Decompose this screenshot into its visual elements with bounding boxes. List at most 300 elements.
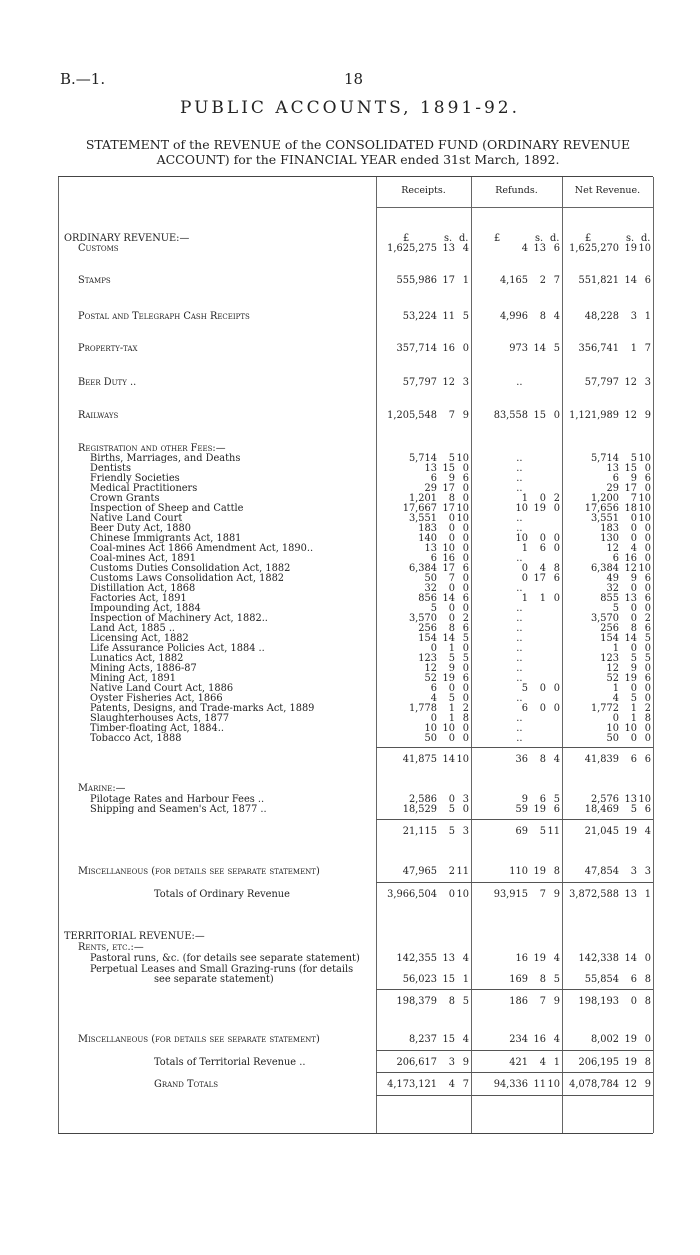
nil-marker: .. (516, 613, 523, 624)
shillings-value: 0 (539, 493, 546, 504)
shillings-value: 0 (630, 583, 637, 594)
currency-symbol: £ (494, 233, 501, 244)
pounds-value: 18,529 (402, 804, 437, 815)
pounds-value: 1,201 (408, 493, 437, 504)
row-label: Rents, etc.:— (78, 942, 144, 953)
pence-value: 0 (644, 663, 651, 674)
pence-value: 0 (644, 533, 651, 544)
pence-value: 10 (456, 513, 469, 524)
pence-value: 4 (644, 826, 651, 837)
row-label: Life Assurance Policies Act, 1884 .. (90, 643, 265, 654)
shillings-value: 14 (624, 633, 637, 644)
shillings-value: 0 (630, 513, 637, 524)
shillings-value: 0 (630, 603, 637, 614)
pounds-value: 48,228 (584, 311, 619, 322)
shillings-value: 0 (630, 523, 637, 534)
currency-symbol: £ (585, 233, 592, 244)
shillings-value: 6 (630, 754, 637, 765)
pounds-value: 59 (515, 804, 528, 815)
shillings-value: 15 (442, 974, 455, 985)
amount-receipts (376, 804, 471, 815)
pounds-value: 1 (521, 543, 528, 554)
pounds-value: 183 (418, 523, 437, 534)
shillings-value: 19 (624, 1034, 637, 1045)
pounds-value: 256 (418, 623, 437, 634)
shillings-value: 7 (630, 493, 637, 504)
pence-value: 8 (462, 713, 469, 724)
row-label: TERRITORIAL REVENUE:— (64, 931, 205, 942)
pence-value: 0 (644, 553, 651, 564)
pounds-value: 4,078,784 (569, 1079, 619, 1090)
pence-value: 0 (644, 683, 651, 694)
pounds-value: 1,778 (408, 703, 437, 714)
pence-value: 5 (462, 996, 469, 1007)
pounds-value: 140 (418, 533, 437, 544)
pounds-value: 4,996 (499, 311, 528, 322)
pence-value: 3 (462, 794, 469, 805)
pounds-value: 13 (424, 463, 437, 474)
shillings-value: 14 (442, 754, 455, 765)
pounds-value: 13 (424, 543, 437, 554)
pence-value: 3 (462, 826, 469, 837)
row-label: Mining Act, 1891 (90, 673, 176, 684)
pence-value: 10 (638, 563, 651, 574)
subtotal-rule (376, 819, 653, 820)
shillings-value: 19 (533, 503, 546, 514)
pounds-value: 110 (509, 866, 528, 877)
pounds-value: 6,384 (590, 563, 619, 574)
row-label: Friendly Societies (90, 473, 180, 484)
shillings-value: 5 (448, 453, 455, 464)
subtotal-rule (376, 747, 653, 748)
shillings-value: 0 (448, 733, 455, 744)
pounds-value: 12 (606, 663, 619, 674)
pounds-value: 183 (600, 523, 619, 534)
nil-marker: .. (516, 583, 523, 594)
pounds-value: 10 (424, 723, 437, 734)
pounds-value: 53,224 (402, 311, 437, 322)
pence-value: 3 (644, 866, 651, 877)
table-row (58, 953, 653, 964)
shillings-value: 16 (442, 343, 455, 354)
row-label: Land Act, 1885 .. (90, 623, 176, 634)
pounds-value: 21,045 (584, 826, 619, 837)
pounds-value: 94,336 (493, 1079, 528, 1090)
pence-value: 0 (553, 503, 560, 514)
total-rule (376, 1095, 653, 1096)
pence-value: 0 (462, 804, 469, 815)
pence-value: 0 (462, 523, 469, 534)
currency-symbol: s. (535, 233, 544, 244)
shillings-value: 12 (624, 377, 637, 388)
pence-value: 0 (462, 693, 469, 704)
shillings-value: 13 (624, 593, 637, 604)
nil-marker: .. (516, 553, 523, 564)
table-row (58, 410, 653, 421)
shillings-value: 8 (448, 493, 455, 504)
table-row (58, 275, 653, 286)
shillings-value: 16 (533, 1034, 546, 1045)
shillings-value: 8 (539, 311, 546, 322)
pounds-value: 29 (424, 483, 437, 494)
pence-value: 5 (644, 653, 651, 664)
amount-refunds (471, 866, 562, 877)
pounds-value: 130 (600, 533, 619, 544)
amount-net-revenue (562, 974, 653, 985)
shillings-value: 15 (624, 463, 637, 474)
amount-net-revenue (562, 377, 653, 388)
pence-value: 5 (462, 311, 469, 322)
table-row (58, 783, 653, 794)
pence-value: 10 (456, 503, 469, 514)
table-row (58, 942, 653, 953)
pounds-value: 856 (418, 593, 437, 604)
pounds-value: 6 (612, 473, 619, 484)
shillings-value: 1 (448, 703, 455, 714)
pence-value: 6 (553, 243, 560, 254)
nil-marker: .. (516, 653, 523, 664)
pence-value: 0 (644, 463, 651, 474)
pence-value: 6 (644, 593, 651, 604)
nil-marker: .. (516, 673, 523, 684)
shillings-value: 17 (442, 503, 455, 514)
pence-value: 0 (462, 663, 469, 674)
row-label: Slaughterhouses Acts, 1877 (90, 713, 230, 724)
nil-marker: .. (516, 463, 523, 474)
pence-value: 0 (462, 683, 469, 694)
amount-net-revenue (562, 311, 653, 322)
pence-value: 0 (644, 723, 651, 734)
amount-receipts (376, 889, 471, 900)
amount-net-revenue (562, 889, 653, 900)
row-label: Inspection of Sheep and Cattle (90, 503, 244, 514)
pounds-value: 1 (521, 593, 528, 604)
pounds-value: 8,002 (590, 1034, 619, 1045)
nil-marker: .. (516, 713, 523, 724)
shillings-value: 13 (624, 889, 637, 900)
row-label: Pilotage Rates and Harbour Fees .. (90, 794, 265, 805)
pounds-value: 555,986 (396, 275, 437, 286)
pence-value: 4 (553, 311, 560, 322)
amount-refunds (471, 889, 562, 900)
pence-value: 1 (462, 974, 469, 985)
table-row (58, 243, 653, 254)
statement-subtitle (58, 137, 658, 167)
row-label: Totals of Territorial Revenue .. (154, 1057, 306, 1068)
pence-value: 9 (553, 889, 560, 900)
row-label: Factories Act, 1891 (90, 593, 187, 604)
pounds-value: 4,173,121 (387, 1079, 437, 1090)
nil-marker: .. (516, 377, 523, 388)
pounds-value: 18,469 (584, 804, 619, 815)
pence-value: 6 (553, 573, 560, 584)
row-label: Chinese Immigrants Act, 1881 (90, 533, 242, 544)
pounds-value: 1 (521, 493, 528, 504)
pence-value: 10 (638, 794, 651, 805)
pounds-value: 8,237 (408, 1034, 437, 1045)
pounds-value: 169 (509, 974, 528, 985)
pounds-value: 41,839 (584, 754, 619, 765)
pounds-value: 142,338 (578, 953, 619, 964)
pence-value: 0 (644, 953, 651, 964)
shillings-value: 0 (448, 533, 455, 544)
pence-value: 6 (644, 473, 651, 484)
pence-value: 10 (547, 1079, 560, 1090)
pence-value: 2 (553, 493, 560, 504)
amount-receipts (376, 826, 471, 837)
amount-refunds (471, 1057, 562, 1068)
table-body (58, 177, 653, 1133)
shillings-value: 15 (442, 1034, 455, 1045)
pounds-value: 1,625,270 (569, 243, 619, 254)
pence-value: 0 (644, 643, 651, 654)
row-label: Property-tax (78, 343, 138, 354)
amount-net-revenue (562, 804, 653, 815)
currency-symbol: d. (550, 233, 560, 244)
pence-value: 0 (644, 1034, 651, 1045)
row-label: Marine:— (78, 783, 126, 794)
pounds-value: 50 (424, 573, 437, 584)
shillings-value: 9 (630, 473, 637, 484)
pence-value: 4 (553, 754, 560, 765)
pence-value: 0 (462, 553, 469, 564)
pence-value: 3 (462, 377, 469, 388)
pounds-value: 57,797 (402, 377, 437, 388)
row-label: Inspection of Machinery Act, 1882.. (90, 613, 268, 624)
shillings-value: 0 (630, 683, 637, 694)
amount-refunds (471, 410, 562, 421)
pence-value: 0 (644, 733, 651, 744)
pounds-value: 69 (515, 826, 528, 837)
pence-value: 10 (456, 453, 469, 464)
shillings-value: 13 (442, 243, 455, 254)
pounds-value: 123 (418, 653, 437, 664)
pence-value: 0 (462, 733, 469, 744)
pence-value: 7 (462, 1079, 469, 1090)
pence-value: 0 (644, 603, 651, 614)
pounds-value: 21,115 (402, 826, 437, 837)
pence-value: 10 (638, 243, 651, 254)
nil-marker: .. (516, 483, 523, 494)
shillings-value: 1 (630, 713, 637, 724)
amount-net-revenue (562, 1079, 653, 1090)
row-label: Native Land Court (90, 513, 183, 524)
shillings-value: 5 (448, 826, 455, 837)
amount-net-revenue (562, 243, 653, 254)
amount-refunds (471, 1034, 562, 1045)
pence-value: 7 (644, 343, 651, 354)
shillings-value: 0 (448, 683, 455, 694)
shillings-value: 9 (630, 573, 637, 584)
pence-value: 0 (644, 523, 651, 534)
pence-value: 8 (644, 974, 651, 985)
page-title: PUBLIC ACCOUNTS, 1891-92. (179, 98, 521, 118)
pence-value: 0 (553, 410, 560, 421)
pounds-value: 32 (606, 583, 619, 594)
table-row (58, 377, 653, 388)
shillings-value: 8 (448, 996, 455, 1007)
pence-value: 8 (553, 866, 560, 877)
pounds-value: 47,965 (402, 866, 437, 877)
shillings-value: 17 (442, 275, 455, 286)
shillings-value: 19 (533, 953, 546, 964)
amount-receipts (376, 996, 471, 1007)
pounds-value: 1,772 (590, 703, 619, 714)
shillings-value: 16 (624, 553, 637, 564)
pence-value: 8 (644, 1057, 651, 1068)
amount-receipts (376, 275, 471, 286)
shillings-value: 1 (630, 343, 637, 354)
pence-value: 2 (644, 613, 651, 624)
shillings-value: 3 (630, 311, 637, 322)
column-header-net-revenue: Net Revenue. (574, 185, 641, 196)
pence-value: 6 (644, 275, 651, 286)
row-label: Coal-mines Act 1866 Amendment Act, 1890.. (90, 543, 314, 554)
pounds-value: 12 (424, 663, 437, 674)
shillings-value: 0 (630, 643, 637, 654)
shillings-value: 8 (539, 974, 546, 985)
pence-value: 3 (644, 377, 651, 388)
table-row (58, 826, 653, 837)
row-label: Customs Laws Consolidation Act, 1882 (90, 573, 285, 584)
shillings-value: 0 (448, 603, 455, 614)
pounds-value: 56,023 (402, 974, 437, 985)
nil-marker: .. (516, 453, 523, 464)
pence-value: 10 (456, 754, 469, 765)
shillings-value: 0 (539, 703, 546, 714)
shillings-value: 3 (630, 866, 637, 877)
shillings-value: 16 (442, 553, 455, 564)
table-row (58, 889, 653, 900)
shillings-value: 3 (448, 1057, 455, 1068)
shillings-value: 0 (539, 533, 546, 544)
pence-value: 0 (462, 483, 469, 494)
shillings-value: 12 (624, 1079, 637, 1090)
shillings-value: 9 (630, 663, 637, 674)
pence-value: 0 (553, 683, 560, 694)
shillings-value: 1 (448, 713, 455, 724)
pence-value: 0 (462, 463, 469, 474)
pounds-value: 0 (430, 643, 437, 654)
pence-value: 1 (644, 889, 651, 900)
row-label: Perpetual Leases and Small Grazing-runs (for details (90, 964, 354, 975)
shillings-value: 18 (624, 503, 637, 514)
pounds-value: 6 (612, 553, 619, 564)
amount-refunds (471, 343, 562, 354)
pounds-value: 0 (521, 573, 528, 584)
shillings-value: 8 (448, 623, 455, 634)
shillings-value: 1 (630, 703, 637, 714)
shillings-value: 2 (448, 866, 455, 877)
shillings-value: 5 (630, 453, 637, 464)
pence-value: 5 (553, 794, 560, 805)
pounds-value: 1 (612, 643, 619, 654)
pence-value: 0 (462, 343, 469, 354)
nil-marker: .. (516, 633, 523, 644)
shillings-value: 4 (448, 1079, 455, 1090)
pence-value: 0 (553, 703, 560, 714)
shillings-value: 14 (442, 593, 455, 604)
pounds-value: 3,872,588 (569, 889, 619, 900)
pounds-value: 10 (515, 503, 528, 514)
amount-net-revenue (562, 866, 653, 877)
pence-value: 10 (638, 453, 651, 464)
shillings-value: 12 (442, 377, 455, 388)
amount-refunds (471, 733, 562, 744)
table-row (58, 1079, 653, 1090)
pounds-value: 198,193 (578, 996, 619, 1007)
pounds-value: 57,797 (584, 377, 619, 388)
pounds-value: 1 (612, 683, 619, 694)
row-label: Customs (78, 243, 119, 254)
pence-value: 0 (644, 583, 651, 594)
shillings-value: 0 (630, 733, 637, 744)
pounds-value: 1,121,989 (569, 410, 619, 421)
amount-receipts (376, 953, 471, 964)
row-label: Coal-mines Act, 1891 (90, 553, 197, 564)
shillings-value: 6 (539, 794, 546, 805)
row-label: Distillation Act, 1868 (90, 583, 196, 594)
pounds-value: 5 (612, 603, 619, 614)
nil-marker: .. (516, 663, 523, 674)
pence-value: 7 (553, 275, 560, 286)
pounds-value: 3,570 (590, 613, 619, 624)
pounds-value: 83,558 (493, 410, 528, 421)
pence-value: 6 (553, 804, 560, 815)
shillings-value: 9 (448, 473, 455, 484)
table-row (58, 974, 653, 985)
pounds-value: 55,854 (584, 974, 619, 985)
amount-net-revenue (562, 953, 653, 964)
shillings-value: 0 (539, 683, 546, 694)
shillings-value: 14 (533, 343, 546, 354)
shillings-value: 15 (533, 410, 546, 421)
document-code: B.—1. (60, 70, 106, 88)
pounds-value: 256 (600, 623, 619, 634)
amount-net-revenue (562, 754, 653, 765)
amount-net-revenue (562, 996, 653, 1007)
shillings-value: 6 (539, 543, 546, 554)
pounds-value: 6 (430, 683, 437, 694)
nil-marker: .. (516, 603, 523, 614)
shillings-value: 11 (533, 1079, 546, 1090)
pence-value: 0 (553, 533, 560, 544)
pence-value: 1 (553, 1057, 560, 1068)
row-label: Grand Totals (154, 1079, 219, 1090)
pence-value: 10 (638, 513, 651, 524)
table-row (58, 804, 653, 815)
pence-value: 9 (553, 996, 560, 1007)
amount-net-revenue (562, 826, 653, 837)
shillings-value: 12 (624, 563, 637, 574)
amount-receipts (376, 866, 471, 877)
pounds-value: 1,200 (590, 493, 619, 504)
table-row (58, 754, 653, 765)
amount-receipts (376, 410, 471, 421)
shillings-value: 4 (539, 1057, 546, 1068)
pounds-value: 5 (430, 603, 437, 614)
shillings-value: 5 (630, 693, 637, 704)
pounds-value: 93,915 (493, 889, 528, 900)
pounds-value: 186 (509, 996, 528, 1007)
pence-value: 6 (644, 623, 651, 634)
table-row (58, 1057, 653, 1068)
table-row (58, 996, 653, 1007)
row-label: Patents, Designs, and Trade-marks Act, 1889 (90, 703, 315, 714)
pence-value: 10 (638, 493, 651, 504)
pence-value: 0 (462, 493, 469, 504)
table-row (58, 311, 653, 322)
